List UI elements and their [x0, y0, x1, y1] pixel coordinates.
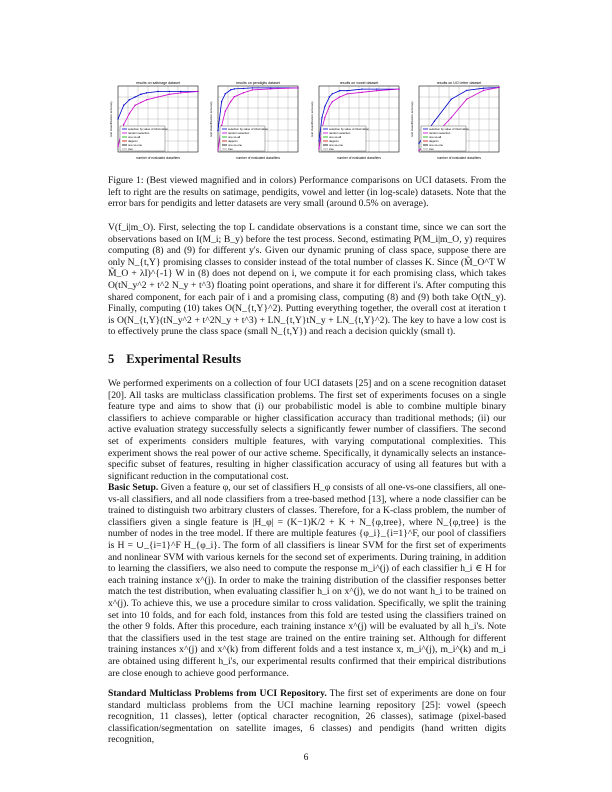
data-point [134, 105, 135, 106]
data-point [252, 89, 253, 90]
x-axis-label: number of evaluated classifiers [437, 156, 481, 160]
legend-label: one-vs-one [429, 143, 443, 147]
paragraph-basic-setup [108, 482, 506, 679]
legend-label: tree [228, 147, 233, 151]
legend-label: selection by value of information [329, 127, 369, 131]
data-point [332, 93, 333, 94]
x-axis-label: number of evaluated classifiers [337, 156, 381, 160]
chart-satimage [108, 78, 203, 166]
data-point [123, 124, 124, 125]
data-point [498, 87, 499, 88]
legend-label: one-vs-one [329, 143, 343, 147]
data-point [324, 117, 325, 118]
y-axis-label: test classification accuracy [109, 101, 113, 137]
data-point [361, 92, 362, 93]
data-point [197, 91, 198, 92]
data-point [297, 87, 298, 88]
y-axis-label: test classification accuracy [209, 101, 213, 137]
x-axis-label: number of evaluated classifiers [236, 156, 280, 160]
data-point [157, 96, 158, 97]
data-point [270, 88, 271, 89]
data-point [225, 111, 226, 112]
data-point [117, 118, 118, 119]
figure-1 [108, 78, 504, 166]
legend-label: one-vs-all [429, 135, 442, 139]
data-point [134, 96, 135, 97]
data-point [451, 117, 452, 118]
data-point [146, 99, 147, 100]
data-point [169, 94, 170, 95]
data-point [225, 93, 226, 94]
data-point [466, 99, 467, 100]
data-point [361, 88, 362, 89]
chart-svg [409, 78, 504, 166]
legend-label: selection by value of information [228, 127, 268, 131]
run-in-head-uci: Standard Multiclass Problems from UCI Repository. [108, 688, 327, 699]
chart-legend [321, 126, 369, 151]
data-point [140, 102, 141, 103]
data-point [376, 88, 377, 89]
y-axis-label: test classification accuracy [410, 101, 414, 137]
chart-title: results on UCI letter dataset [436, 81, 482, 85]
data-point [117, 146, 118, 147]
data-point [418, 143, 419, 144]
chart-legend [220, 126, 268, 151]
legend-label: tree [329, 147, 334, 151]
section-number: 5 [108, 352, 115, 366]
data-point [217, 149, 218, 150]
data-point [230, 89, 231, 90]
chart-legend [421, 126, 469, 151]
data-point [140, 94, 141, 95]
data-point [217, 130, 218, 131]
paragraph-cost-analysis: V(f_i|m_O). First, selecting the top L candidate observations is a constant time, since we can sort the observations based on I(M_i; B_y) before the test process. Second, estimating P(M_i|m_O, y) requires computing (8) and (9) for different y's. Given our dynamic pruning of class space, suppose there are only N_{t,Y} promising classes to consider instead of the total number of classes K. Since (M̃_O^T W M̃_O + λI)^{-1} W in (8) does not depend on i, we compute it for each promising class, which takes O(tN_y^2 + t^2 N_y + t^3) floating point operations, and share it for different i's. After computing this shared component, for each pair of i and a promising class, computing (8) and (9) both take O(tN_y). Finally, computing (10) takes O(N_{t,Y}^2). Putting everything together, the overall cost at iteration t is O(N_{t,Y}(tN_y^2 + t^2N_y + t^3) + LN_{t,Y}tN_y + LN_{t,Y}^2). The key to have a low cost is to effectively prune the class space (small N_{t,Y}) and reach a decision quickly (small t). [108, 222, 506, 338]
uci-text: The first set of experiments are done on four standard multiclass problems from the UCI machine learning repository [25]: vowel (speech recognition, 11 classes), letter (optical character recognition, 26 classes), satimage (pixel-based classification/segmentation on satellite images, 6 classes) and pendigits (hand written digits recognition, [108, 688, 506, 746]
section-heading [108, 352, 253, 367]
chart-svg [309, 78, 404, 166]
data-point [180, 92, 181, 93]
data-point [123, 105, 124, 106]
legend-label: tree [128, 147, 133, 151]
chart-legend [120, 126, 168, 151]
chart-letter [409, 78, 504, 166]
legend-label: selection by value of information [128, 127, 168, 131]
legend-label: one-vs-all [228, 135, 241, 139]
data-point [146, 92, 147, 93]
legend-label: random selection [128, 131, 150, 135]
chart-title: results on satimage dataset [136, 81, 180, 85]
data-point [129, 99, 130, 100]
data-point [318, 140, 319, 141]
data-point [376, 90, 377, 91]
chart-pendigits [208, 78, 303, 166]
data-point [221, 101, 222, 102]
data-point [169, 91, 170, 92]
legend-label: selection by value of information [429, 127, 469, 131]
paragraph-uci [108, 688, 506, 746]
data-point [339, 96, 340, 97]
x-axis-label: number of evaluated classifiers [136, 156, 180, 160]
legend-label: random selection [429, 131, 451, 135]
data-point [252, 87, 253, 88]
chart-vowel [309, 78, 404, 166]
data-point [329, 106, 330, 107]
data-point [234, 88, 235, 89]
data-point [332, 101, 333, 102]
chart-title: results on vowel dataset [339, 81, 379, 85]
data-point [329, 96, 330, 97]
data-point [339, 90, 340, 91]
data-point [324, 106, 325, 107]
run-in-head-basic-setup: Basic Setup. [108, 482, 159, 493]
paragraph-experiments-intro: We performed experiments on a collection of four UCI datasets [25] and on a scene recognition dataset [20]. All tasks are multiclass classification problems. The first set of experiments focuses on a single feature type and aims to show that (i) our probabilistic model is able to combine multiple binary classifiers to achieve comparable or higher classification accuracy than traditional methods; (ii) our active evaluation strategy successfully selects a significantly fewer number of classifiers. The second set of experiments considers multiple features, with varying computational complexities. This experiment shows the real power of our active scheme. Specifically, it dynamically selects an instance-specific subset of features, resulting in higher classification accuracy of using all features but with a significant reduction in the computational cost. [108, 378, 506, 482]
data-point [346, 93, 347, 94]
data-point [346, 90, 347, 91]
data-point [466, 90, 467, 91]
legend-label: dagsvm [429, 139, 439, 143]
legend-label: random selection [228, 131, 250, 135]
data-point [398, 88, 399, 89]
basic-setup-text: Given a feature φ, our set of classifiers H_φ consists of all one-vs-one classifiers, all one-vs-all classifiers, and all node classifiers from a tree-based method [13], where a node classifier can be trained to distinguish two arbitrary clusters of classes. Therefore, for a K-class problem, the number of classifiers given a single feature is |H_φ| = (K−1)K/2 + K + N_{φ,tree}, where N_{φ,tree} is the number of nodes in the tree model. If there are multiple features {φ_i}_{i=1}^F, our pool of classifiers is H = ∪_{i=1}^F H_{φ_i}. The form of all classifiers is linear SVM for the first set of experiments and nonlinear SVM with various kernels for the second set of experiments. During training, in addition to learning the classifiers, we also need to compute the response m_i^(j) of each classifier h_i ∈ H for each training instance x^(j). In order to make the training distribution of the classifier responses better match the test distribution, when evaluating classifier h_i on x^(j), we do not want h_i to be trained on x^(j). To achieve this, we use a procedure similar to cross validation. Specifically, we split the training set into 10 folds, and for each fold, instances from this fold are tested using the classifiers trained on the other 9 folds. After this procedure, each training instance x^(j) will be evaluated by all h_i's. Note that the classifiers used in the test stage are trained on the entire training set. Although for different training instances x^(j) and x^(k) from different folds and a test instance x, m_i^(j), m_i^(k) and m_i are obtained using different h_i's, our experimental results confirmed that their empirical distributions are close enough to achieve good performance. [108, 482, 506, 679]
data-point [318, 148, 319, 149]
data-point [418, 150, 419, 151]
chart-svg [108, 78, 203, 166]
legend-label: one-vs-all [329, 135, 342, 139]
data-point [434, 121, 435, 122]
data-point [157, 91, 158, 92]
data-point [483, 90, 484, 91]
legend-label: one-vs-one [128, 143, 142, 147]
data-point [451, 99, 452, 100]
chart-svg [208, 78, 303, 166]
data-point [230, 101, 231, 102]
data-point [321, 117, 322, 118]
legend-label: one-vs-all [128, 135, 141, 139]
page-number: 6 [303, 752, 309, 763]
chart-title: results on pendigits dataset [236, 81, 280, 85]
data-point [483, 88, 484, 89]
legend-label: dagsvm [329, 139, 339, 143]
data-point [180, 91, 181, 92]
legend-label: tree [429, 147, 434, 151]
data-point [243, 88, 244, 89]
legend-label: dagsvm [128, 139, 138, 143]
figure-caption: Figure 1: (Best viewed magnified and in colors) Performance comparisons on UCI datasets. From the left to right are the results on satimage, pendigits, vowel and letter (in log-scale) datasets. Note that the error bars for pendigits and letter datasets are very small (around 0.5% on average). [108, 175, 506, 210]
legend-label: random selection [329, 131, 351, 135]
section-title: Experimental Results [126, 352, 242, 366]
y-axis-label: test classification accuracy [310, 101, 314, 137]
legend-label: dagsvm [228, 139, 238, 143]
data-point [234, 96, 235, 97]
data-point [129, 113, 130, 114]
legend-label: one-vs-one [228, 143, 242, 147]
data-point [243, 92, 244, 93]
